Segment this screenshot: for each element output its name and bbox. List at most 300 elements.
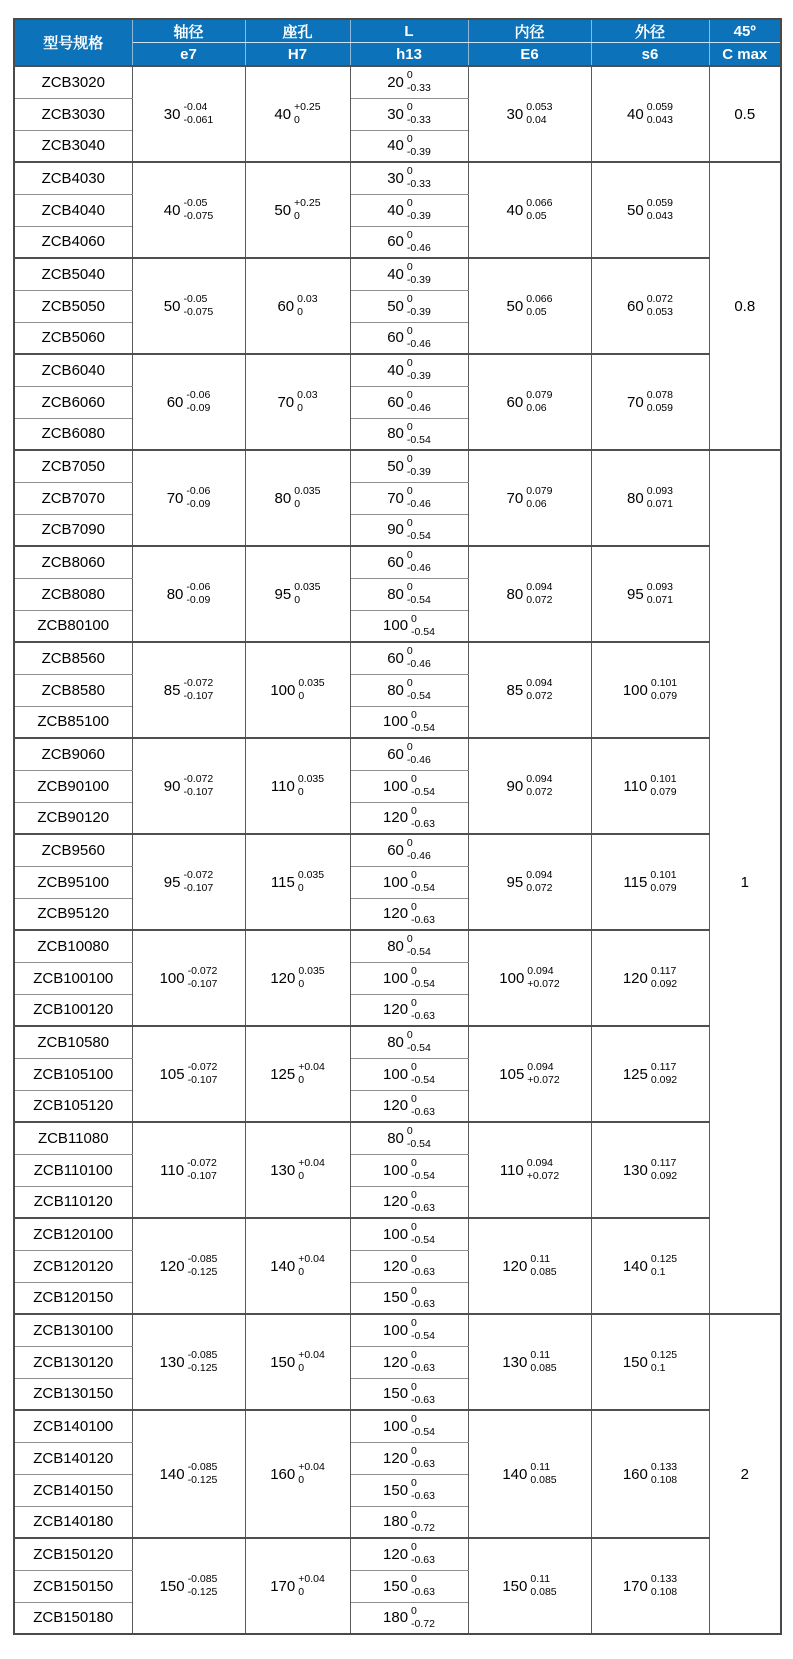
outer-cell	[591, 450, 709, 546]
tolerance-stack	[647, 389, 673, 415]
nominal-value: 105	[499, 1065, 525, 1083]
tolerance-stack	[411, 1477, 435, 1503]
nominal-value: 100	[499, 969, 525, 987]
model-name: ZCB9060	[41, 745, 105, 763]
nominal-value: 80	[387, 1033, 404, 1051]
model-name: ZCB10580	[37, 1033, 110, 1051]
shaft-cell	[132, 1122, 245, 1218]
nominal-value: 110	[623, 777, 648, 795]
tolerance-upper: 0.035	[294, 485, 321, 497]
length-cell	[350, 226, 468, 258]
value-with-tolerance	[387, 389, 431, 415]
tolerance-lower: -0.63	[411, 1393, 435, 1406]
length-cell	[350, 482, 468, 514]
value-with-tolerance	[387, 581, 431, 607]
tolerance-lower: -0.107	[183, 882, 214, 894]
model-cell	[14, 290, 132, 322]
model-name: ZCB5050	[41, 297, 105, 315]
nominal-value: 80	[387, 425, 404, 443]
tolerance-upper: 0.035	[298, 965, 325, 977]
shaft-cell	[132, 1538, 245, 1634]
model-name: ZCB6080	[41, 425, 105, 443]
shaft-cell	[132, 450, 245, 546]
tolerance-stack	[526, 869, 552, 895]
tolerance-lower: -0.107	[183, 690, 214, 702]
tolerance-upper: +0.04	[298, 1061, 325, 1073]
tolerance-upper: -0.072	[187, 1157, 217, 1169]
tolerance-stack	[647, 197, 673, 223]
length-cell	[350, 802, 468, 834]
value-with-tolerance	[507, 197, 553, 223]
value-with-tolerance	[383, 1381, 435, 1407]
header-inner: 内径	[468, 19, 591, 43]
tolerance-lower: 0	[298, 1474, 305, 1486]
outer-cell	[591, 66, 709, 162]
tolerance-stack	[407, 677, 431, 703]
model-name: ZCB150150	[33, 1577, 114, 1595]
model-name: ZCB130150	[33, 1385, 114, 1403]
nominal-value: 70	[506, 489, 524, 507]
tolerance-stack	[407, 101, 431, 127]
model-cell	[14, 994, 132, 1026]
nominal-value: 60	[506, 393, 524, 411]
tolerance-upper: 0	[406, 485, 413, 497]
outer-cell	[591, 162, 709, 258]
value-with-tolerance	[164, 197, 213, 223]
model-name: ZCB7050	[41, 457, 105, 475]
tolerance-stack	[411, 1157, 435, 1183]
cmax-value: 0.8	[734, 297, 756, 315]
tolerance-lower: -0.107	[187, 1074, 218, 1086]
tolerance-lower: -0.54	[406, 946, 431, 959]
value-with-tolerance	[623, 773, 676, 799]
nominal-value: 160	[622, 1465, 648, 1483]
tolerance-stack	[647, 485, 673, 511]
tolerance-upper: 0	[411, 1541, 417, 1554]
length-cell	[350, 354, 468, 386]
bore-cell	[245, 258, 350, 354]
header-bore: 座孔	[245, 19, 350, 43]
tolerance-stack	[297, 293, 317, 319]
model-cell	[14, 898, 132, 930]
model-name: ZCB110120	[33, 1193, 113, 1211]
tolerance-upper: -0.085	[187, 1461, 218, 1473]
value-with-tolerance	[167, 389, 211, 415]
value-with-tolerance	[270, 1349, 325, 1375]
nominal-value: 100	[270, 681, 296, 699]
tolerance-lower: -0.54	[406, 1042, 431, 1055]
tolerance-lower: 0.079	[650, 690, 678, 702]
tolerance-stack	[407, 133, 431, 159]
spec-table-body	[14, 66, 781, 1634]
value-with-tolerance	[623, 677, 677, 703]
tolerance-stack	[526, 677, 552, 703]
length-cell	[350, 1186, 468, 1218]
value-with-tolerance	[387, 101, 431, 127]
tolerance-stack	[526, 389, 552, 415]
tolerance-stack	[526, 101, 552, 127]
tolerance-upper: 0	[406, 261, 413, 274]
length-cell	[350, 962, 468, 994]
value-with-tolerance	[275, 581, 321, 607]
nominal-value: 60	[387, 233, 404, 251]
tolerance-lower: 0	[297, 402, 303, 414]
table-row	[14, 1026, 781, 1058]
tolerance-upper: +0.25	[294, 197, 321, 209]
value-with-tolerance	[623, 1061, 677, 1087]
tolerance-stack	[411, 997, 435, 1023]
tolerance-lower: -0.33	[406, 82, 431, 95]
bore-cell	[245, 1218, 350, 1314]
tolerance-upper: 0.11	[530, 1461, 551, 1473]
model-cell	[14, 386, 132, 418]
tolerance-stack	[411, 1413, 435, 1439]
model-cell	[14, 514, 132, 546]
tolerance-lower: -0.54	[406, 690, 431, 702]
tolerance-lower: -0.33	[406, 114, 431, 126]
tolerance-lower: -0.54	[411, 1330, 435, 1343]
tolerance-lower: -0.09	[186, 594, 211, 606]
value-with-tolerance	[623, 1349, 677, 1375]
value-with-tolerance	[383, 1253, 435, 1279]
tolerance-upper: 0.072	[646, 293, 673, 305]
table-row	[14, 642, 781, 674]
tolerance-upper: 0.125	[650, 1349, 678, 1361]
tolerance-stack	[526, 197, 552, 223]
tolerance-lower: 0.072	[526, 594, 553, 606]
length-cell	[350, 930, 468, 962]
model-cell	[14, 1250, 132, 1282]
length-cell	[350, 1602, 468, 1634]
nominal-value: 150	[270, 1353, 296, 1371]
tolerance-lower: 0.06	[526, 498, 547, 510]
value-with-tolerance	[270, 965, 324, 991]
value-with-tolerance	[383, 1573, 435, 1599]
tolerance-lower: -0.39	[406, 274, 431, 287]
tolerance-upper: 0	[411, 708, 417, 721]
tolerance-upper: 0	[406, 837, 413, 850]
tolerance-upper: 0.035	[294, 581, 321, 593]
value-with-tolerance	[387, 293, 431, 319]
tolerance-lower: 0	[298, 690, 305, 702]
nominal-value: 95	[274, 585, 292, 603]
model-cell	[14, 354, 132, 386]
model-cell	[14, 226, 132, 258]
table-row	[14, 258, 781, 290]
value-with-tolerance	[270, 1157, 325, 1183]
tolerance-upper: 0.035	[298, 677, 325, 689]
spec-table	[13, 18, 782, 1635]
outer-cell	[591, 1314, 709, 1410]
model-name: ZCB8560	[41, 649, 105, 667]
model-name: ZCB5040	[41, 265, 105, 283]
value-with-tolerance	[167, 581, 211, 607]
tolerance-stack	[186, 389, 210, 415]
tolerance-lower: -0.107	[183, 786, 214, 798]
nominal-value: 95	[163, 873, 181, 891]
tolerance-stack	[650, 773, 676, 799]
tolerance-upper: 0.079	[526, 389, 553, 401]
bore-cell	[245, 1410, 350, 1538]
bore-cell	[245, 450, 350, 546]
tolerance-lower: -0.39	[406, 306, 431, 318]
tolerance-stack	[188, 1253, 218, 1279]
tolerance-lower: -0.061	[183, 114, 214, 126]
model-cell	[14, 1122, 132, 1154]
model-name: ZCB7070	[41, 489, 105, 507]
value-with-tolerance	[387, 261, 431, 287]
tolerance-lower: 0.108	[650, 1586, 678, 1598]
value-with-tolerance	[627, 389, 673, 415]
tolerance-stack	[188, 1461, 218, 1487]
shaft-cell	[132, 1218, 245, 1314]
value-with-tolerance	[383, 1317, 435, 1343]
tolerance-lower: -0.39	[406, 370, 431, 383]
model-name: ZCB140120	[33, 1449, 114, 1467]
model-cell	[14, 66, 132, 98]
model-name: ZCB90100	[37, 777, 110, 795]
tolerance-lower: 0	[298, 978, 305, 990]
nominal-value: 160	[270, 1465, 296, 1483]
value-with-tolerance	[383, 869, 435, 895]
nominal-value: 120	[622, 969, 648, 987]
nominal-value: 120	[383, 1449, 409, 1467]
nominal-value: 130	[502, 1353, 528, 1371]
tolerance-upper: 0.079	[526, 485, 553, 497]
tolerance-upper: 0.066	[526, 197, 553, 209]
model-name: ZCB85100	[37, 713, 110, 731]
value-with-tolerance	[502, 1253, 556, 1279]
tolerance-lower: -0.54	[411, 1234, 435, 1247]
value-with-tolerance	[507, 485, 553, 511]
model-name: ZCB5060	[41, 329, 105, 347]
value-with-tolerance	[387, 933, 431, 959]
nominal-value: 60	[387, 553, 404, 571]
value-with-tolerance	[270, 1573, 325, 1599]
tolerance-stack	[186, 485, 210, 511]
value-with-tolerance	[387, 1125, 431, 1151]
value-with-tolerance	[387, 229, 431, 255]
tolerance-upper: 0	[406, 101, 413, 113]
tolerance-upper: -0.072	[183, 773, 214, 785]
nominal-value: 180	[383, 1609, 409, 1627]
tolerance-stack	[298, 1157, 325, 1183]
tolerance-upper: 0	[411, 773, 417, 785]
length-cell	[350, 1570, 468, 1602]
value-with-tolerance	[383, 1285, 435, 1311]
model-name: ZCB140150	[33, 1481, 114, 1499]
tolerance-upper: -0.05	[183, 197, 208, 209]
length-cell	[350, 450, 468, 482]
value-with-tolerance	[499, 1061, 559, 1087]
tolerance-upper: 0	[406, 581, 413, 593]
tolerance-upper: 0	[406, 324, 413, 337]
length-cell	[350, 1346, 468, 1378]
tolerance-upper: 0.133	[650, 1461, 678, 1473]
model-cell	[14, 674, 132, 706]
model-cell	[14, 578, 132, 610]
bore-cell	[245, 642, 350, 738]
tolerance-lower: -0.63	[411, 1490, 435, 1502]
nominal-value: 30	[387, 105, 404, 123]
value-with-tolerance	[623, 1461, 677, 1487]
model-cell	[14, 1506, 132, 1538]
tolerance-upper: 0	[411, 1157, 417, 1169]
tolerance-upper: -0.072	[187, 965, 218, 977]
tolerance-lower: 0.071	[646, 498, 673, 510]
nominal-value: 70	[166, 489, 184, 507]
tolerance-upper: 0	[406, 677, 413, 689]
tolerance-upper: 0	[411, 1380, 417, 1393]
tolerance-stack	[647, 581, 673, 607]
nominal-value: 120	[383, 1353, 409, 1371]
tolerance-upper: +0.04	[298, 1349, 325, 1361]
outer-cell	[591, 738, 709, 834]
tolerance-lower: -0.125	[187, 1362, 218, 1374]
nominal-value: 100	[622, 681, 648, 699]
model-cell	[14, 1186, 132, 1218]
value-with-tolerance	[507, 389, 553, 415]
tolerance-upper: 0.101	[650, 773, 677, 785]
tolerance-lower: 0.072	[526, 882, 553, 894]
tolerance-upper: 0	[406, 389, 413, 401]
inner-cell	[468, 1314, 591, 1410]
tolerance-lower: 0.079	[650, 882, 677, 894]
nominal-value: 115	[270, 873, 295, 891]
shaft-cell	[132, 258, 245, 354]
table-row	[14, 1218, 781, 1250]
model-name: ZCB150180	[33, 1609, 114, 1627]
nominal-value: 140	[502, 1465, 528, 1483]
tolerance-lower: 0	[297, 882, 304, 894]
length-cell	[350, 1218, 468, 1250]
tolerance-lower: 0.06	[526, 402, 547, 414]
shaft-cell	[132, 66, 245, 162]
table-row	[14, 1122, 781, 1154]
model-cell	[14, 642, 132, 674]
tolerance-lower: 0	[294, 114, 300, 126]
value-with-tolerance	[160, 1573, 218, 1599]
tolerance-lower: -0.72	[411, 1617, 435, 1630]
tolerance-lower: 0	[298, 1362, 305, 1374]
value-with-tolerance	[383, 1349, 435, 1375]
tolerance-stack	[526, 773, 552, 799]
length-cell	[350, 1506, 468, 1538]
value-with-tolerance	[499, 965, 559, 991]
tolerance-lower: -0.46	[406, 658, 431, 671]
length-cell	[350, 1058, 468, 1090]
length-cell	[350, 1282, 468, 1314]
tolerance-lower: -0.09	[186, 498, 211, 510]
tolerance-lower: -0.63	[411, 1266, 435, 1278]
length-cell	[350, 290, 468, 322]
tolerance-upper: 0.053	[526, 101, 553, 113]
tolerance-upper: 0	[406, 69, 413, 82]
tolerance-upper: 0.094	[526, 869, 553, 881]
value-with-tolerance	[387, 197, 431, 223]
tolerance-upper: 0.101	[650, 677, 678, 689]
tolerance-lower: -0.63	[411, 1201, 435, 1214]
tolerance-stack	[407, 261, 431, 287]
tolerance-lower: -0.46	[406, 498, 431, 510]
model-cell	[14, 194, 132, 226]
value-with-tolerance	[387, 325, 431, 351]
tolerance-upper: 0.093	[646, 581, 673, 593]
model-cell	[14, 130, 132, 162]
value-with-tolerance	[383, 1541, 435, 1567]
inner-cell	[468, 162, 591, 258]
tolerance-lower: -0.09	[186, 402, 211, 414]
tolerance-stack	[651, 1461, 677, 1487]
tolerance-lower: +0.072	[527, 1074, 560, 1086]
tolerance-lower: 0.072	[526, 786, 553, 798]
shaft-cell	[132, 354, 245, 450]
inner-cell	[468, 66, 591, 162]
model-cell	[14, 162, 132, 194]
value-with-tolerance	[270, 1461, 325, 1487]
tolerance-stack	[407, 485, 431, 511]
inner-cell	[468, 258, 591, 354]
value-with-tolerance	[387, 677, 431, 703]
nominal-value: 110	[499, 1161, 524, 1179]
tolerance-stack	[651, 1349, 677, 1375]
header-shaft: 轴径	[132, 19, 245, 43]
model-cell	[14, 322, 132, 354]
tolerance-stack	[298, 1573, 325, 1599]
tolerance-lower: 0	[298, 1586, 305, 1598]
value-with-tolerance	[383, 1477, 435, 1503]
nominal-value: 40	[163, 201, 181, 219]
tolerance-upper: 0	[411, 1477, 417, 1489]
model-name: ZCB9560	[41, 841, 105, 859]
tolerance-lower: -0.39	[406, 210, 431, 222]
tolerance-lower: -0.125	[187, 1586, 218, 1598]
tolerance-lower: 0.085	[530, 1474, 557, 1486]
model-name: ZCB100100	[33, 969, 114, 987]
model-cell	[14, 1602, 132, 1634]
tolerance-stack	[411, 869, 435, 895]
value-with-tolerance	[387, 741, 431, 767]
tolerance-stack	[530, 1461, 556, 1487]
length-cell	[350, 258, 468, 290]
tolerance-stack	[298, 1349, 325, 1375]
tolerance-stack	[298, 773, 324, 799]
tolerance-lower: -0.63	[411, 1105, 435, 1118]
tolerance-lower: 0.053	[646, 306, 673, 318]
outer-cell	[591, 1122, 709, 1218]
tolerance-stack	[411, 1221, 435, 1247]
tolerance-stack	[407, 453, 431, 479]
shaft-cell	[132, 834, 245, 930]
value-with-tolerance	[627, 581, 673, 607]
bore-cell	[245, 1122, 350, 1218]
tolerance-upper: 0.03	[297, 389, 318, 401]
value-with-tolerance	[623, 965, 677, 991]
inner-cell	[468, 450, 591, 546]
tolerance-stack	[411, 1253, 435, 1279]
length-cell	[350, 642, 468, 674]
cmax-cell	[709, 66, 781, 162]
tolerance-stack	[411, 1061, 435, 1087]
value-with-tolerance	[164, 677, 213, 703]
model-cell	[14, 706, 132, 738]
header-bore-tol: H7	[245, 43, 350, 67]
tolerance-lower: 0.1	[650, 1362, 666, 1374]
tolerance-stack	[407, 325, 431, 351]
tolerance-upper: -0.06	[186, 485, 211, 497]
tolerance-stack	[411, 1189, 435, 1215]
tolerance-lower: 0.059	[646, 402, 673, 414]
